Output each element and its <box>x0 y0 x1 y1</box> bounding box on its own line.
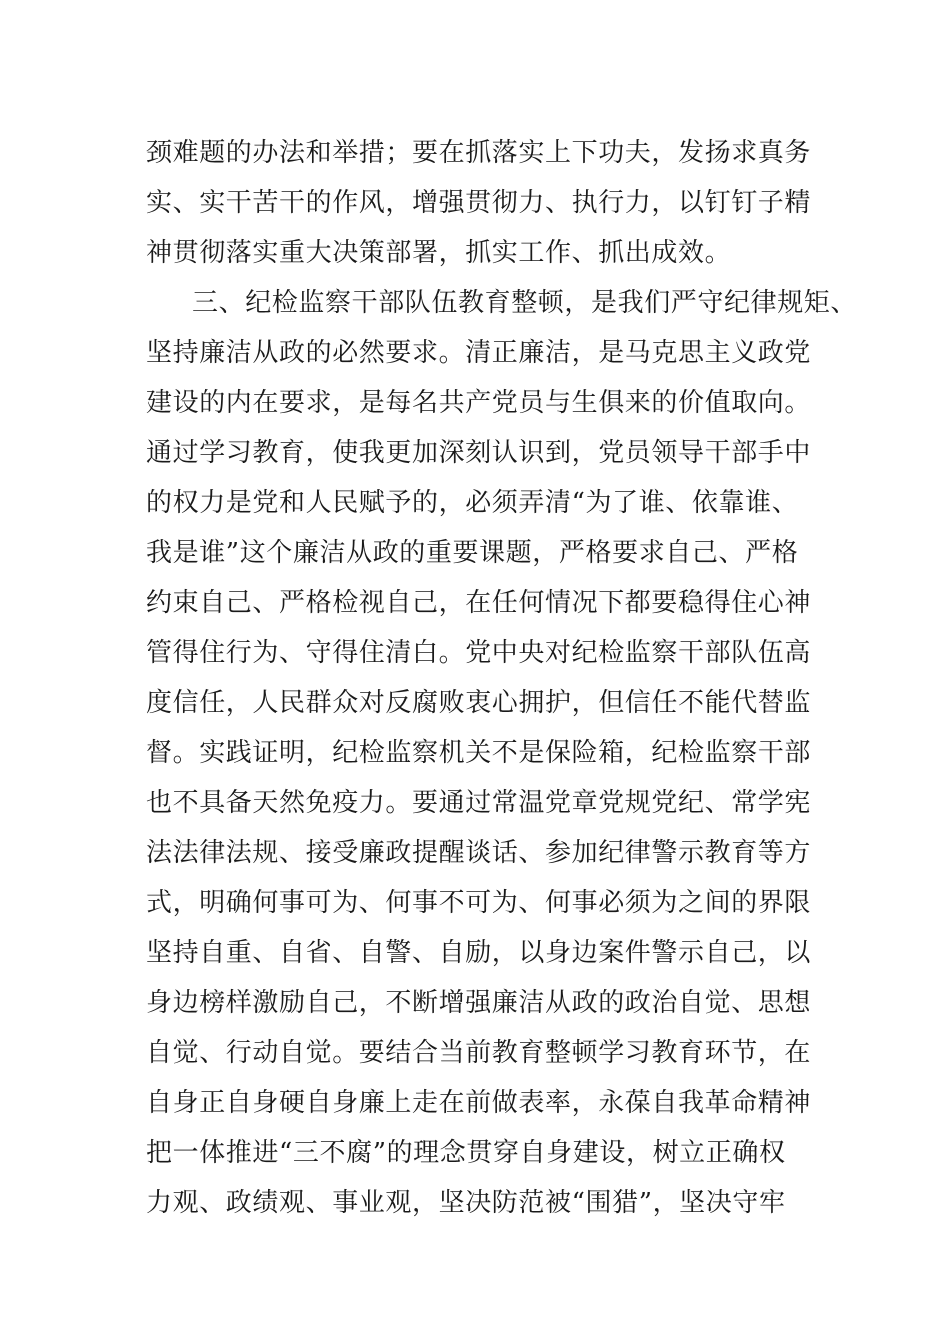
text-line: 实、实干苦干的作风，增强贯彻力、执行力，以钉钉子精 <box>146 188 812 218</box>
text-line: 法法律法规、接受廉政提醒谈话、参加纪律警示教育等方 <box>146 838 812 868</box>
text-line: 把一体推进“三不腐”的理念贯穿自身建设，树立正确权 <box>146 1138 786 1168</box>
paragraph-start-line: 三、纪检监察干部队伍教育整顿，是我们严守纪律规矩、 <box>192 288 858 318</box>
text-line: 督。实践证明，纪检监察机关不是保险箱，纪检监察干部 <box>146 738 812 768</box>
text-line: 的权力是党和人民赋予的，必须弄清“为了谁、依靠谁、 <box>146 488 799 518</box>
text-line: 也不具备天然免疫力。要通过常温党章党规党纪、常学宪 <box>146 788 812 818</box>
text-line: 式，明确何事可为、何事不可为、何事必须为之间的界限 <box>146 888 812 918</box>
text-line: 管得住行为、守得住清白。党中央对纪检监察干部队伍高 <box>146 638 812 668</box>
text-line: 力观、政绩观、事业观，坚决防范被“围猎”，坚决守牢 <box>146 1188 786 1218</box>
text-line: 自觉、行动自觉。要结合当前教育整顿学习教育环节，在 <box>146 1038 812 1068</box>
text-line: 度信任，人民群众对反腐败衷心拥护，但信任不能代替监 <box>146 688 812 718</box>
text-line: 约束自己、严格检视自己，在任何情况下都要稳得住心神 <box>146 588 812 618</box>
text-line: 通过学习教育，使我更加深刻认识到，党员领导干部手中 <box>146 438 812 468</box>
body-text <box>146 128 858 1228</box>
text-line: 建设的内在要求，是每名共产党员与生俱来的价值取向。 <box>146 388 812 418</box>
text-line: 坚持自重、自省、自警、自励，以身边案件警示自己，以 <box>146 938 812 968</box>
text-line: 神贯彻落实重大决策部署，抓实工作、抓出成效。 <box>146 238 732 268</box>
text-line: 颈难题的办法和举措；要在抓落实上下功夫，发扬求真务 <box>146 138 812 168</box>
text-line: 自身正自身硬自身廉上走在前做表率，永葆自我革命精神 <box>146 1088 812 1118</box>
text-line: 坚持廉洁从政的必然要求。清正廉洁，是马克思主义政党 <box>146 338 812 368</box>
text-line: 我是谁”这个廉洁从政的重要课题，严格要求自己、严格 <box>146 538 799 568</box>
text-line: 身边榜样激励自己，不断增强廉洁从政的政治自觉、思想 <box>146 988 812 1018</box>
